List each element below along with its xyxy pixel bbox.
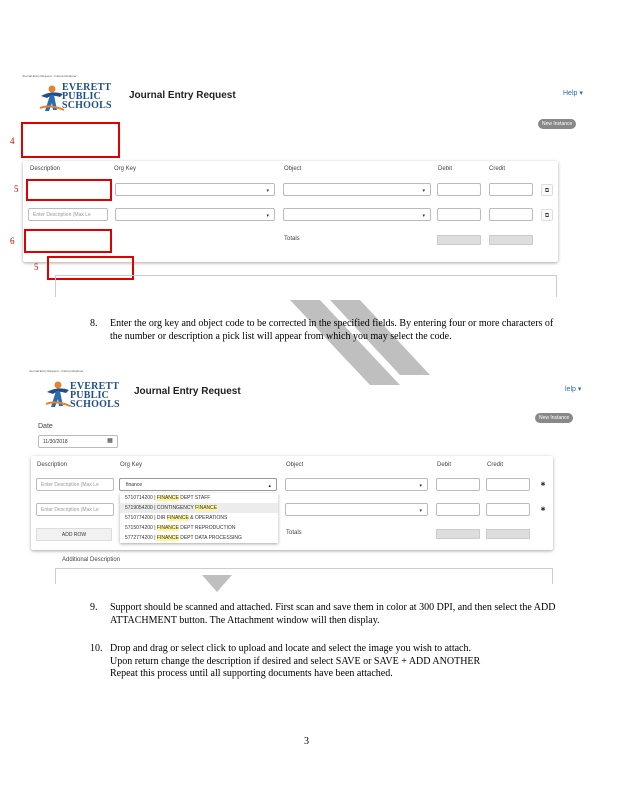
district-logo xyxy=(44,380,72,415)
logo-wordmark: EVERETT PUBLIC SCHOOLS xyxy=(62,82,112,111)
picklist-option[interactable]: 5719054200 | CONTINGENCY FINANCE xyxy=(120,503,278,513)
callout-number-4: 4 xyxy=(10,136,15,146)
callout-box-4 xyxy=(21,122,120,158)
date-input[interactable]: 11/30/2018 xyxy=(38,435,118,448)
credit-total xyxy=(486,529,530,539)
credit-input[interactable] xyxy=(486,478,530,491)
calendar-icon[interactable]: ▦ xyxy=(107,437,113,444)
description-input[interactable]: Enter Description (Max Le xyxy=(36,503,114,516)
org-key-search[interactable] xyxy=(119,478,277,491)
logo-figure-icon xyxy=(44,380,72,410)
date-label: Date xyxy=(38,423,53,430)
browser-tab-title: Journal Entry Request - Internet Explorer xyxy=(22,74,77,78)
debit-input[interactable] xyxy=(437,183,481,196)
delete-row-icon[interactable]: ✱ xyxy=(540,506,546,513)
object-select[interactable] xyxy=(283,208,431,221)
credit-input[interactable] xyxy=(489,183,533,196)
step-10 xyxy=(90,643,560,681)
callout-box-5-description xyxy=(26,179,112,201)
object-select[interactable] xyxy=(285,478,428,491)
help-menu[interactable]: Help ▾ xyxy=(563,90,583,97)
picklist-option[interactable]: 5772774200 | FINANCE DEPT DATA PROCESSING xyxy=(125,535,242,541)
debit-total xyxy=(437,235,481,245)
totals-label: Totals xyxy=(286,530,302,536)
chevron-down-icon: ▾ xyxy=(266,189,269,194)
chevron-down-icon: ▾ xyxy=(266,214,269,219)
step-text-line: Repeat this process until all supporting documents have been attached. xyxy=(110,668,393,679)
debit-input[interactable] xyxy=(436,478,480,491)
chevron-down-icon: ▾ xyxy=(422,214,425,219)
debit-input[interactable] xyxy=(436,503,480,516)
chevron-down-icon: ▾ xyxy=(419,484,422,489)
step-number: 8. xyxy=(90,318,98,329)
callout-number-5b: 5 xyxy=(34,262,39,272)
add-row-button[interactable]: ADD ROW xyxy=(36,528,112,541)
debit-total xyxy=(436,529,480,539)
col-header-debit: Debit xyxy=(437,462,452,468)
callout-number-6: 6 xyxy=(10,236,15,246)
picklist-option[interactable]: 5715074200 | FINANCE DEPT REPRODUCTION xyxy=(125,525,236,531)
col-header-credit: Credit xyxy=(489,166,506,172)
step-text: Enter the org key and object code to be corrected in the specified fields. By entering four or more characters of the number or description a pick list will appear from which you may select the code. xyxy=(110,318,554,342)
page-title: Journal Entry Request xyxy=(129,90,236,101)
object-select[interactable] xyxy=(283,183,431,196)
delete-row-icon[interactable]: ✱ xyxy=(540,481,546,488)
chevron-down-icon: ▾ xyxy=(422,189,425,194)
step-9 xyxy=(90,602,560,627)
col-header-object: Object xyxy=(286,462,304,468)
col-header-org-key: Org Key xyxy=(114,166,137,172)
new-instance-button[interactable]: New Instance xyxy=(538,119,576,129)
org-key-search-text: finance xyxy=(126,482,143,488)
col-header-description: Description xyxy=(37,462,68,468)
step-text: Support should be scanned and attached. First scan and save them in color at 300 DPI, and then select the ADD ATTACHMENT button. The Attachment window will then display. xyxy=(110,602,556,626)
debit-input[interactable] xyxy=(437,208,481,221)
callout-number-5: 5 xyxy=(14,184,19,194)
help-menu[interactable]: lelp ▾ xyxy=(565,386,582,393)
credit-input[interactable] xyxy=(489,208,533,221)
browser-tab-title: Journal Entry Request - Internet Explorer xyxy=(29,369,84,373)
logo-wordmark: EVERETT PUBLIC SCHOOLS xyxy=(70,381,120,410)
col-header-org-key: Org Key xyxy=(120,462,143,468)
new-instance-button[interactable]: New Instance xyxy=(535,413,573,423)
page-number: 3 xyxy=(304,736,309,747)
copy-row-icon[interactable]: ⧉ xyxy=(541,184,553,196)
additional-description-label: Additional Description xyxy=(62,557,121,563)
copy-row-icon[interactable]: ⧉ xyxy=(541,209,553,221)
credit-total xyxy=(489,235,533,245)
col-header-description: Description xyxy=(30,166,61,172)
credit-input[interactable] xyxy=(486,503,530,516)
col-header-object: Object xyxy=(284,166,302,172)
picklist-option[interactable]: 5710774200 | DIR FINANCE & OPERATIONS xyxy=(125,515,228,521)
additional-description-box[interactable] xyxy=(55,568,553,584)
chevron-up-icon: ▴ xyxy=(268,484,271,489)
description-input[interactable]: Enter Description (Max Le xyxy=(36,478,114,491)
picklist-option[interactable]: 5710714200 | FINANCE DEPT STAFF xyxy=(125,495,211,501)
org-key-select[interactable] xyxy=(115,183,275,196)
org-key-select[interactable] xyxy=(115,208,275,221)
callout-box-6 xyxy=(24,229,112,253)
description-input[interactable]: Enter Description (Max Le xyxy=(28,208,108,221)
object-select[interactable] xyxy=(285,503,428,516)
org-key-picklist xyxy=(120,493,278,543)
totals-label: Totals xyxy=(284,236,300,242)
col-header-credit: Credit xyxy=(487,462,504,468)
step-number: 10. xyxy=(90,643,103,654)
chevron-down-icon: ▾ xyxy=(419,509,422,514)
page-title: Journal Entry Request xyxy=(134,386,241,397)
step-text-line: Upon return change the description if desired and select SAVE or SAVE + ADD ANOTHER xyxy=(110,655,481,667)
col-header-debit: Debit xyxy=(438,166,453,172)
step-number: 9. xyxy=(90,602,98,613)
step-8 xyxy=(90,318,560,343)
step-text-line: Drop and drag or select click to upload and locate and select the image you wish to attach. xyxy=(110,643,471,654)
